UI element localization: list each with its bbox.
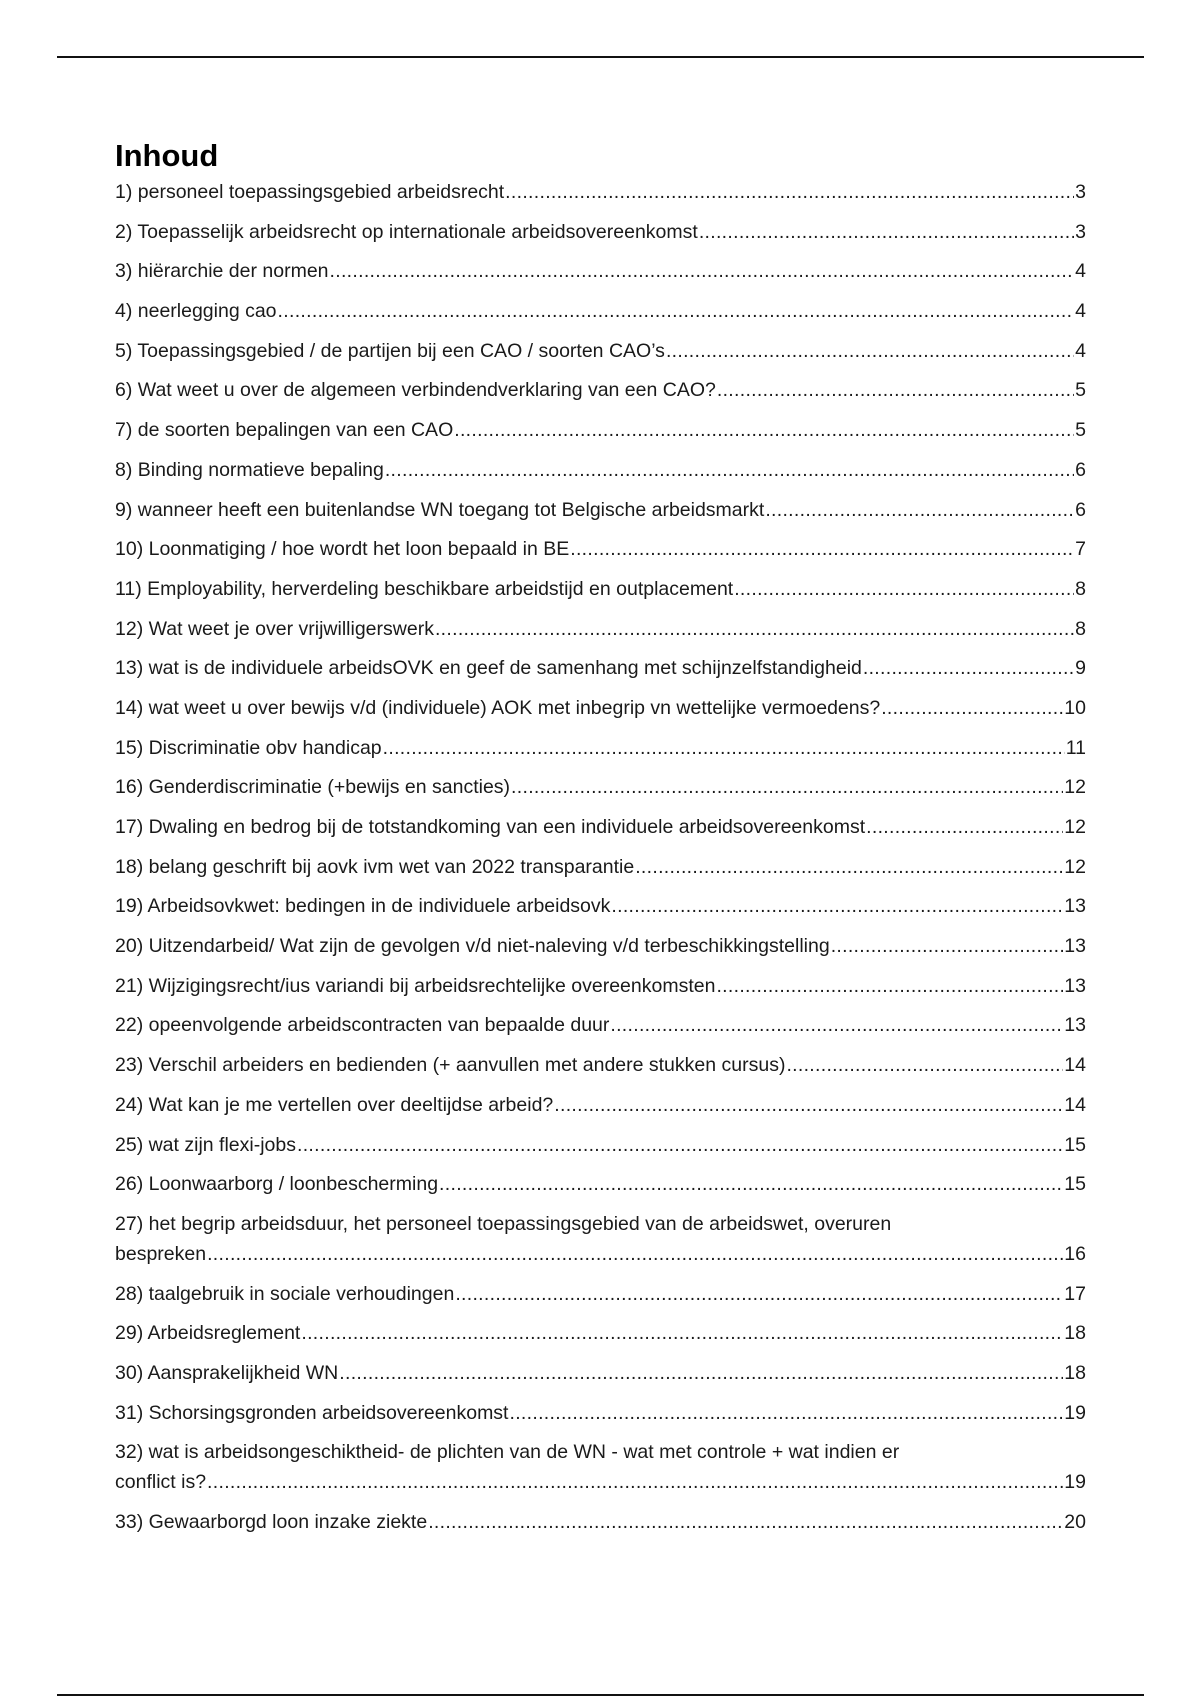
toc-entry-page-number: 3	[1075, 181, 1086, 203]
toc-entry-row	[115, 1279, 1086, 1309]
toc-entry-page-number: 4	[1075, 339, 1086, 362]
toc-entry[interactable]	[115, 495, 1086, 525]
toc-entry-title: 23) Verschil arbeiders en bedienden (+ aanvullen met andere stukken cursus)	[115, 1054, 786, 1077]
toc-entry[interactable]	[115, 931, 1086, 961]
toc-entry-title: 30) Aansprakelijkheid WN	[115, 1361, 339, 1384]
toc-entry-page-number: 5	[1075, 419, 1086, 442]
toc-entry[interactable]	[115, 733, 1086, 763]
toc-entry-page-number: 12	[1064, 776, 1086, 799]
toc-entry-page-number: 13	[1064, 974, 1086, 997]
dot-leader	[207, 1467, 1063, 1497]
toc-entry-row	[115, 256, 1086, 286]
toc-entry-page-number: 13	[1064, 1014, 1086, 1037]
toc-entry-title: 13) wat is de individuele arbeidsOVK en geef de samenhang met schijnzelfstandigheid	[115, 657, 862, 680]
dot-leader	[666, 336, 1074, 366]
toc-list	[115, 177, 1086, 1537]
toc-entry-title: 20) Uitzendarbeid/ Wat zijn de gevolgen v/d niet-naleving v/d terbeschikkingstelling	[115, 935, 830, 958]
footer-rule	[57, 1694, 1144, 1696]
toc-entry-row	[115, 1358, 1086, 1388]
toc-entry-title: 7) de soorten bepalingen van een CAO	[115, 419, 454, 442]
toc-entry[interactable]	[115, 1130, 1086, 1160]
toc-entry-row	[115, 217, 1086, 247]
toc-entry-title: 2) Toepasselijk arbeidsrecht op internationale arbeidsovereenkomst	[115, 220, 698, 243]
toc-entry-page-number: 18	[1064, 1322, 1086, 1345]
toc-entry-title: 21) Wijzigingsrecht/ius variandi bij arbeidsrechtelijke overeenkomsten	[115, 974, 716, 997]
dot-leader	[831, 931, 1064, 961]
dot-leader	[428, 1507, 1063, 1537]
toc-entry[interactable]	[115, 336, 1086, 366]
toc-entry-row	[115, 1318, 1086, 1348]
dot-leader	[611, 891, 1063, 921]
toc-entry-title: 16) Genderdiscriminatie (+bewijs en sancties)	[115, 776, 511, 799]
dot-leader	[554, 1090, 1063, 1120]
toc-entry-title: 31) Schorsingsgronden arbeidsovereenkomst	[115, 1401, 509, 1424]
toc-entry-row	[115, 891, 1086, 921]
toc-entry-row	[115, 336, 1086, 366]
toc-entry-row	[115, 1467, 1086, 1497]
dot-leader	[509, 1398, 1063, 1428]
toc-entry-title: 17) Dwaling en bedrog bij de totstandkoming van een individuele arbeidsovereenkomst	[115, 816, 866, 838]
toc-entry-page-number: 8	[1075, 577, 1086, 600]
toc-entry-page-number: 20	[1064, 1511, 1086, 1533]
toc-entry-page-number: 19	[1064, 1401, 1086, 1424]
toc-entry-title: 18) belang geschrift bij aovk ivm wet van 2022 transparantie	[115, 855, 635, 878]
dot-leader	[455, 1279, 1063, 1309]
toc-entry-row	[115, 296, 1086, 326]
dot-leader	[635, 852, 1063, 882]
toc-entry-page-number: 14	[1064, 1093, 1086, 1116]
toc-entry-title: 1) personeel toepassingsgebied arbeidsrecht	[115, 181, 505, 203]
toc-entry[interactable]	[115, 256, 1086, 286]
toc-entry[interactable]	[115, 574, 1086, 604]
toc-entry-row	[115, 1010, 1086, 1040]
toc-entry-page-number: 15	[1064, 1133, 1086, 1156]
dot-leader	[570, 534, 1074, 564]
toc-entry-page-number: 11	[1065, 736, 1086, 759]
toc-entry-page-number: 4	[1075, 300, 1086, 323]
dot-leader	[610, 1010, 1063, 1040]
toc-entry-title: 24) Wat kan je me vertellen over deeltijdse arbeid?	[115, 1093, 554, 1116]
toc-entry-title: 8) Binding normatieve bepaling	[115, 458, 384, 481]
toc-entry[interactable]	[115, 1090, 1086, 1120]
toc-entry-page-number: 5	[1075, 379, 1086, 402]
header-rule	[57, 56, 1144, 58]
toc-entry-title: 12) Wat weet je over vrijwilligerswerk	[115, 617, 434, 640]
toc-entry-row	[115, 415, 1086, 445]
toc-entry-title: bespreken	[115, 1242, 207, 1265]
toc-entry-row	[115, 375, 1086, 405]
dot-leader	[297, 1130, 1063, 1160]
dot-leader	[699, 217, 1074, 247]
toc-entry[interactable]	[115, 177, 1086, 207]
toc-entry[interactable]	[115, 1169, 1086, 1199]
toc-entry[interactable]	[115, 375, 1086, 405]
toc-entry-title: 25) wat zijn flexi-jobs	[115, 1133, 296, 1156]
dot-leader	[439, 1169, 1063, 1199]
toc-entry-row	[115, 574, 1086, 604]
toc-entry-title: 3) hiërarchie der normen	[115, 260, 329, 283]
toc-entry-title-line1: 32) wat is arbeidsongeschiktheid- de plichten van de WN - wat met controle + wat indien er	[115, 1441, 900, 1464]
toc-entry[interactable]	[115, 1279, 1086, 1309]
toc-entry[interactable]	[115, 296, 1086, 326]
toc-entry-page-number: 17	[1064, 1282, 1086, 1305]
toc-entry-title: 6) Wat weet u over de algemeen verbindendverklaring van een CAO?	[115, 379, 716, 402]
toc-entry[interactable]	[115, 415, 1086, 445]
dot-leader	[717, 375, 1074, 405]
dot-leader	[454, 415, 1074, 445]
toc-entry-page-number: 7	[1075, 538, 1086, 561]
toc-entry-row	[115, 852, 1086, 882]
toc-entry[interactable]	[115, 772, 1086, 802]
toc-entry-page-number: 19	[1064, 1471, 1086, 1494]
dot-leader	[505, 177, 1074, 207]
toc-entry-page-number: 18	[1064, 1361, 1086, 1384]
toc-entry[interactable]	[115, 812, 1086, 842]
toc-entry-title: 4) neerlegging cao	[115, 300, 277, 323]
toc-entry-title: 33) Gewaarborgd loon inzake ziekte	[115, 1511, 428, 1533]
dot-leader	[207, 1239, 1063, 1269]
dot-leader	[863, 653, 1074, 683]
toc-entry-title: 10) Loonmatiging / hoe wordt het loon bepaald in BE	[115, 538, 570, 561]
toc-entry-row	[115, 1169, 1086, 1199]
toc-entry[interactable]	[115, 1010, 1086, 1040]
toc-entry[interactable]	[115, 614, 1086, 644]
toc-entry-page-number: 3	[1075, 220, 1086, 243]
toc-entry[interactable]	[115, 891, 1086, 921]
toc-entry-page-number: 13	[1064, 895, 1086, 918]
toc-entry-row	[115, 534, 1086, 564]
toc-entry-row	[115, 1050, 1086, 1080]
toc-entry-page-number: 14	[1064, 1054, 1086, 1077]
toc-entry-title: 14) wat weet u over bewijs v/d (individuele) AOK met inbegrip vn wettelijke vermoedens?	[115, 696, 881, 719]
toc-entry[interactable]	[115, 1318, 1086, 1348]
toc-entry-row	[115, 653, 1086, 683]
toc-entry-page-number: 10	[1064, 696, 1086, 719]
dot-leader	[435, 614, 1074, 644]
toc-entry[interactable]	[115, 971, 1086, 1001]
dot-leader	[765, 495, 1074, 525]
toc-entry[interactable]	[115, 534, 1086, 564]
toc-entry[interactable]	[115, 852, 1086, 882]
toc-entry-title: 26) Loonwaarborg / loonbescherming	[115, 1173, 439, 1196]
toc-entry[interactable]	[115, 693, 1086, 723]
toc-entry-row	[115, 693, 1086, 723]
toc-entry-page-number: 12	[1064, 816, 1086, 838]
toc-entry-row	[115, 1398, 1086, 1428]
toc-entry-page-number: 16	[1064, 1242, 1086, 1265]
toc-entry-row	[115, 614, 1086, 644]
dot-leader	[383, 733, 1065, 763]
dot-leader	[339, 1358, 1063, 1388]
toc-entry-title-line1: 27) het begrip arbeidsduur, het personeel toepassingsgebied van de arbeidswet, overuren	[115, 1212, 892, 1235]
dot-leader	[330, 256, 1075, 286]
toc-entry[interactable]	[115, 217, 1086, 247]
toc-entry-row	[115, 812, 1086, 842]
toc-entry-page-number: 12	[1064, 855, 1086, 878]
dot-leader	[385, 455, 1074, 485]
toc-entry-title: conflict is?	[115, 1471, 207, 1494]
dot-leader	[278, 296, 1075, 326]
toc-entry[interactable]	[115, 455, 1086, 485]
toc-entry[interactable]	[115, 1398, 1086, 1428]
toc-entry[interactable]	[115, 1507, 1086, 1537]
toc-entry-title: 28) taalgebruik in sociale verhoudingen	[115, 1282, 455, 1305]
toc-entry-title: 15) Discriminatie obv handicap	[115, 736, 382, 759]
dot-leader	[301, 1318, 1063, 1348]
toc-entry-title: 11) Employability, herverdeling beschikbare arbeidstijd en outplacement	[115, 577, 734, 600]
toc-entry-page-number: 8	[1075, 617, 1086, 640]
dot-leader	[734, 574, 1074, 604]
dot-leader	[786, 1050, 1063, 1080]
toc-entry-row	[115, 495, 1086, 525]
toc-entry-row	[115, 177, 1086, 207]
toc-entry-title: 29) Arbeidsreglement	[115, 1322, 301, 1345]
toc-entry-row	[115, 1507, 1086, 1537]
toc-entry-title: 19) Arbeidsovkwet: bedingen in de individuele arbeidsovk	[115, 895, 611, 918]
toc-entry[interactable]	[115, 1050, 1086, 1080]
dot-leader	[881, 693, 1063, 723]
toc-entry-row	[115, 455, 1086, 485]
toc-entry-title: 22) opeenvolgende arbeidscontracten van bepaalde duur	[115, 1014, 610, 1037]
toc-entry[interactable]	[115, 1437, 1086, 1497]
toc-entry-page-number: 4	[1075, 260, 1086, 283]
toc-heading: Inhoud	[115, 138, 219, 173]
table-of-contents	[115, 136, 1086, 1547]
toc-entry-row	[115, 1090, 1086, 1120]
toc-entry-page-number: 9	[1075, 657, 1086, 680]
toc-entry[interactable]	[115, 1358, 1086, 1388]
toc-entry-row	[115, 931, 1086, 961]
dot-leader	[866, 812, 1063, 842]
dot-leader	[716, 971, 1063, 1001]
toc-entry-page-number: 13	[1064, 935, 1086, 958]
toc-entry-title: 9) wanneer heeft een buitenlandse WN toegang tot Belgische arbeidsmarkt	[115, 498, 765, 521]
toc-entry-page-number: 6	[1075, 458, 1086, 481]
toc-entry-row	[115, 971, 1086, 1001]
toc-entry-page-number: 15	[1064, 1173, 1086, 1196]
toc-entry[interactable]	[115, 653, 1086, 683]
toc-entry-row	[115, 1130, 1086, 1160]
toc-entry-title: 5) Toepassingsgebied / de partijen bij een CAO / soorten CAO’s	[115, 339, 665, 362]
toc-entry[interactable]	[115, 1209, 1086, 1269]
toc-entry-row	[115, 733, 1086, 763]
dot-leader	[511, 772, 1063, 802]
toc-entry-row	[115, 772, 1086, 802]
toc-entry-page-number: 6	[1075, 498, 1086, 521]
toc-entry-row	[115, 1239, 1086, 1269]
